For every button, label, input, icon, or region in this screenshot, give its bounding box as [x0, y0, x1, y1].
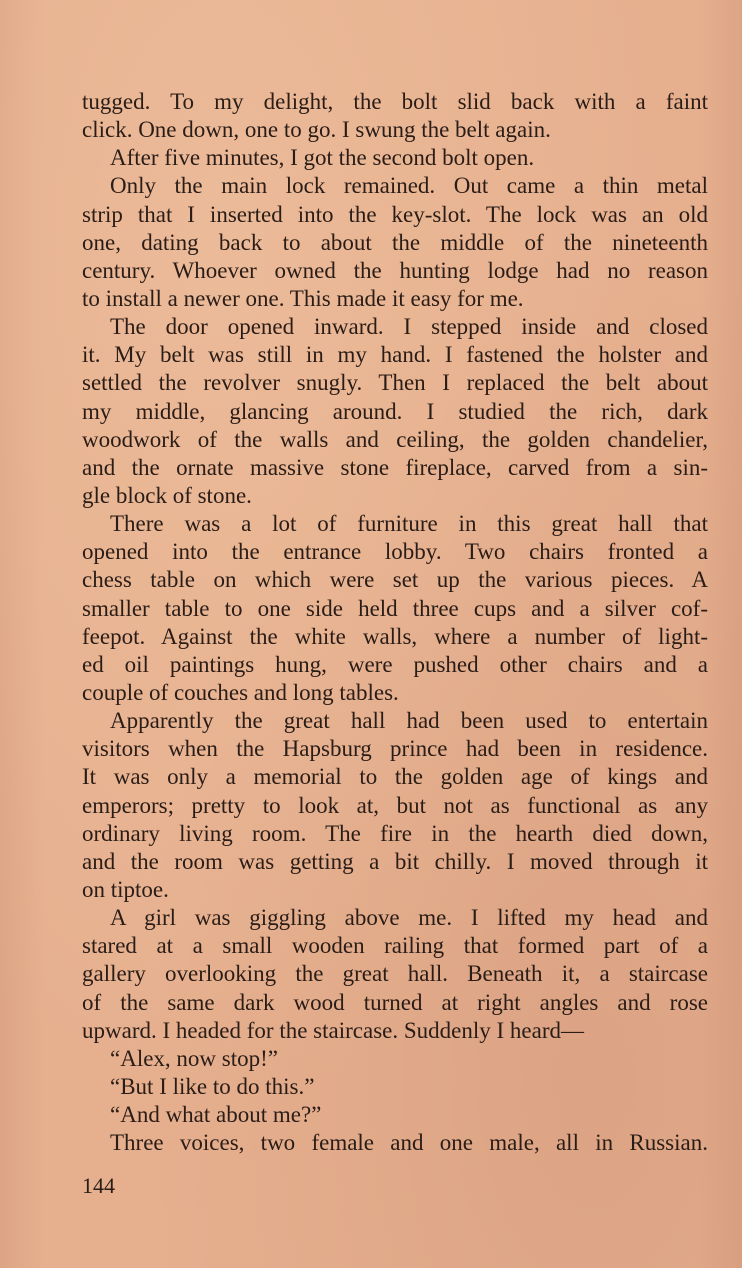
- text-line: Apparently the great hall had been used to entertain: [110, 708, 708, 734]
- text-line: It was only a memorial to the golden age of kings and: [82, 764, 708, 790]
- text-line: it. My belt was still in my hand. I fastened the holster and: [82, 342, 708, 368]
- page-number: 144: [82, 1173, 115, 1198]
- text-line: upward. I headed for the staircase. Suddenly I heard—: [82, 1017, 584, 1043]
- text-line: my middle, glancing around. I studied the rich, dark: [82, 398, 708, 424]
- text-line: “And what about me?”: [110, 1102, 322, 1128]
- text-line: of the same dark wood turned at right angles and rose: [82, 989, 708, 1015]
- text-line: stared at a small wooden railing that formed part of a: [82, 933, 708, 959]
- text-line: gallery overlooking the great hall. Beneath it, a staircase: [82, 961, 708, 987]
- text-line: smaller table to one side held three cups and a silver cof-: [82, 595, 708, 621]
- text-line: couple of couches and long tables.: [82, 679, 399, 705]
- text-line: Three voices, two female and one male, all in Russian.: [110, 1130, 708, 1156]
- text-line: Only the main lock remained. Out came a thin metal: [110, 173, 708, 199]
- body-text: [82, 88, 708, 1157]
- text-line: After five minutes, I got the second bolt open.: [110, 145, 535, 171]
- text-line: one, dating back to about the middle of the nineteenth: [82, 229, 708, 255]
- text-line: century. Whoever owned the hunting lodge had no reason: [82, 257, 708, 283]
- text-line: The door opened inward. I stepped inside and closed: [110, 314, 708, 340]
- text-line: gle block of stone.: [82, 482, 252, 508]
- text-line: A girl was giggling above me. I lifted my head and: [110, 905, 708, 931]
- text-line: ordinary living room. The fire in the hearth died down,: [82, 820, 708, 846]
- text-line: emperors; pretty to look at, but not as functional as any: [82, 792, 708, 818]
- text-line: tugged. To my delight, the bolt slid back with a faint: [82, 89, 708, 114]
- text-line: “But I like to do this.”: [110, 1073, 315, 1099]
- text-line: click. One down, one to go. I swung the belt again.: [82, 117, 551, 143]
- text-line: to install a newer one. This made it easy for me.: [82, 285, 524, 311]
- text-line: opened into the entrance lobby. Two chairs fronted a: [82, 539, 708, 565]
- text-line: visitors when the Hapsburg prince had been in residence.: [82, 736, 708, 762]
- text-line: feepot. Against the white walls, where a number of light-: [82, 623, 708, 649]
- text-line: and the room was getting a bit chilly. I moved through it: [82, 848, 708, 874]
- text-line: chess table on which were set up the various pieces. A: [82, 567, 708, 593]
- text-line: “Alex, now stop!”: [110, 1045, 278, 1071]
- text-line: ed oil paintings hung, were pushed other chairs and a: [82, 651, 708, 677]
- text-line: strip that I inserted into the key-slot. The lock was an old: [82, 201, 708, 227]
- text-line: and the ornate massive stone fireplace, carved from a sin-: [82, 454, 708, 480]
- text-line: settled the revolver snugly. Then I replaced the belt about: [82, 370, 708, 396]
- text-line: on tiptoe.: [82, 876, 169, 902]
- text-line: There was a lot of furniture in this great hall that: [110, 511, 708, 537]
- text-line: woodwork of the walls and ceiling, the golden chandelier,: [82, 426, 708, 452]
